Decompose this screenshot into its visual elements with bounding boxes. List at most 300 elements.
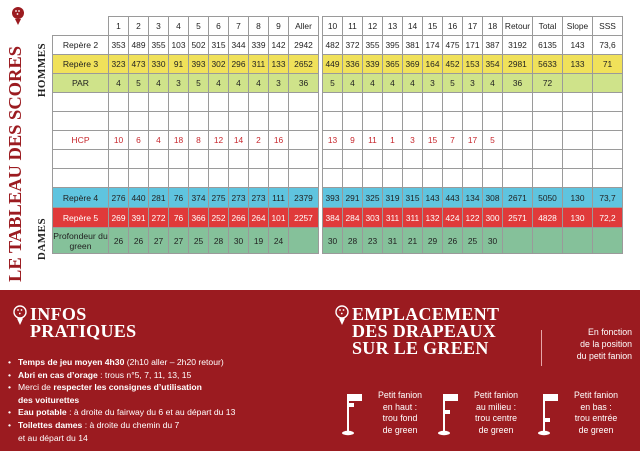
table-cell: 71 bbox=[593, 55, 623, 74]
table-cell bbox=[403, 169, 423, 188]
header-cell: 1 bbox=[109, 17, 129, 36]
table-cell bbox=[563, 112, 593, 131]
flag-text-line: trou fond bbox=[382, 413, 418, 423]
table-cell: 4 bbox=[209, 74, 229, 93]
flag-text-line: trou centre bbox=[474, 413, 518, 423]
table-cell: 5 bbox=[443, 74, 463, 93]
table-cell: 336 bbox=[343, 55, 363, 74]
table-cell bbox=[323, 93, 343, 112]
row-label: Repère 5 bbox=[53, 208, 109, 228]
flag-text-line: en bas : bbox=[580, 401, 612, 412]
table-cell: 31 bbox=[383, 228, 403, 254]
info-text: : trous n°5, 7, 11, 13, 15 bbox=[97, 369, 192, 380]
table-cell: 3 bbox=[423, 74, 443, 93]
table-cell bbox=[503, 131, 533, 150]
table-cell bbox=[169, 93, 189, 112]
score-table-body bbox=[53, 36, 623, 254]
table-cell: 4 bbox=[109, 74, 129, 93]
table-cell: 272 bbox=[149, 208, 169, 228]
table-cell bbox=[503, 93, 533, 112]
table-cell bbox=[593, 150, 623, 169]
table-row bbox=[53, 150, 623, 169]
table-cell bbox=[149, 112, 169, 131]
table-cell: 143 bbox=[563, 36, 593, 55]
flag-text-line: en haut : bbox=[382, 401, 418, 412]
table-cell bbox=[109, 150, 129, 169]
table-cell bbox=[229, 93, 249, 112]
table-cell bbox=[533, 150, 563, 169]
table-cell: 72,2 bbox=[593, 208, 623, 228]
flags-title-line1: EMPLACEMENT bbox=[352, 304, 500, 324]
table-cell: 3 bbox=[403, 131, 423, 150]
table-cell: 2571 bbox=[503, 208, 533, 228]
table-cell bbox=[169, 169, 189, 188]
info-bold: Temps de jeu moyen 4h30 bbox=[18, 357, 125, 367]
side-title-svg bbox=[2, 14, 32, 284]
info-text: Merci de bbox=[18, 382, 54, 393]
table-cell bbox=[249, 112, 269, 131]
info-text: (2h10 aller – 2h20 retour) bbox=[124, 357, 224, 367]
table-cell: 133 bbox=[269, 55, 289, 74]
table-row bbox=[53, 188, 623, 208]
table-cell bbox=[363, 169, 383, 188]
table-cell bbox=[189, 112, 209, 131]
info-bold: Eau potable bbox=[18, 407, 67, 418]
table-cell: 395 bbox=[383, 36, 403, 55]
table-cell: 5 bbox=[323, 74, 343, 93]
infos-list bbox=[8, 356, 333, 444]
table-cell bbox=[463, 169, 483, 188]
table-cell: 3 bbox=[169, 74, 189, 93]
table-cell: 276 bbox=[109, 188, 129, 208]
table-cell: 27 bbox=[169, 228, 189, 254]
table-cell: 2981 bbox=[503, 55, 533, 74]
table-cell: 133 bbox=[563, 55, 593, 74]
table-row bbox=[53, 228, 623, 254]
table-cell: 6135 bbox=[533, 36, 563, 55]
table-cell bbox=[563, 131, 593, 150]
table-cell: 2 bbox=[249, 131, 269, 150]
table-cell bbox=[149, 169, 169, 188]
table-cell: 1 bbox=[383, 131, 403, 150]
flag-middle-icon bbox=[436, 392, 460, 436]
table-cell bbox=[363, 150, 383, 169]
table-cell bbox=[109, 169, 129, 188]
table-cell: 489 bbox=[129, 36, 149, 55]
table-cell bbox=[323, 150, 343, 169]
table-cell bbox=[503, 228, 533, 254]
table-cell: 3 bbox=[269, 74, 289, 93]
table-cell: 25 bbox=[189, 228, 209, 254]
table-cell: 153 bbox=[463, 55, 483, 74]
table-cell bbox=[533, 228, 563, 254]
table-cell: 315 bbox=[209, 36, 229, 55]
table-cell: 4 bbox=[343, 74, 363, 93]
table-cell bbox=[503, 150, 533, 169]
table-cell bbox=[343, 112, 363, 131]
table-cell bbox=[483, 93, 503, 112]
table-cell bbox=[209, 112, 229, 131]
flag-text-line: de green bbox=[382, 424, 418, 435]
table-row bbox=[53, 112, 623, 131]
table-cell: 174 bbox=[423, 36, 443, 55]
table-cell bbox=[209, 93, 229, 112]
table-cell: 424 bbox=[443, 208, 463, 228]
header-cell: 5 bbox=[189, 17, 209, 36]
table-row bbox=[53, 74, 623, 93]
table-cell bbox=[383, 112, 403, 131]
row-label: Profondeur du green bbox=[53, 228, 109, 254]
table-cell: 130 bbox=[563, 188, 593, 208]
header-cell: 10 bbox=[323, 17, 343, 36]
table-row bbox=[53, 55, 623, 74]
table-cell bbox=[323, 112, 343, 131]
table-cell: 13 bbox=[323, 131, 343, 150]
table-cell bbox=[443, 150, 463, 169]
table-cell: 103 bbox=[169, 36, 189, 55]
header-cell: SSS bbox=[593, 17, 623, 36]
table-cell bbox=[129, 169, 149, 188]
header-cell: 18 bbox=[483, 17, 503, 36]
table-cell: 111 bbox=[269, 188, 289, 208]
table-cell: 122 bbox=[463, 208, 483, 228]
header-row bbox=[53, 17, 623, 36]
table-cell bbox=[423, 112, 443, 131]
table-cell bbox=[289, 150, 319, 169]
table-cell: 4 bbox=[249, 74, 269, 93]
table-cell bbox=[269, 112, 289, 131]
table-cell bbox=[289, 228, 319, 254]
table-cell bbox=[343, 150, 363, 169]
table-cell bbox=[533, 93, 563, 112]
table-cell: 73,7 bbox=[593, 188, 623, 208]
header-cell: Aller bbox=[289, 17, 319, 36]
flag-text-line: de green bbox=[478, 424, 514, 435]
table-cell bbox=[189, 150, 209, 169]
table-cell: 26 bbox=[109, 228, 129, 254]
header-cell: 14 bbox=[403, 17, 423, 36]
table-cell: 502 bbox=[189, 36, 209, 55]
list-item bbox=[8, 394, 333, 407]
table-cell bbox=[189, 169, 209, 188]
table-cell: 28 bbox=[343, 228, 363, 254]
table-cell: 273 bbox=[229, 188, 249, 208]
table-cell: 25 bbox=[463, 228, 483, 254]
header-cell: 2 bbox=[129, 17, 149, 36]
table-cell: 36 bbox=[289, 74, 319, 93]
header-cell: 11 bbox=[343, 17, 363, 36]
table-cell: 2652 bbox=[289, 55, 319, 74]
men-section-label bbox=[34, 36, 50, 104]
list-item bbox=[8, 369, 333, 382]
table-cell: 24 bbox=[269, 228, 289, 254]
golf-ball-logo-icon bbox=[6, 4, 30, 28]
table-cell: 23 bbox=[363, 228, 383, 254]
table-cell: 473 bbox=[129, 55, 149, 74]
table-cell: 311 bbox=[383, 208, 403, 228]
table-cell bbox=[403, 112, 423, 131]
infos-title-line1: INFOS bbox=[30, 304, 87, 324]
table-cell bbox=[229, 150, 249, 169]
table-cell: 8 bbox=[189, 131, 209, 150]
table-cell bbox=[443, 112, 463, 131]
table-cell bbox=[109, 112, 129, 131]
table-cell bbox=[269, 150, 289, 169]
header-cell: 9 bbox=[269, 17, 289, 36]
table-cell bbox=[249, 93, 269, 112]
table-cell bbox=[463, 93, 483, 112]
women-section-label bbox=[34, 200, 50, 278]
table-cell: 6 bbox=[129, 131, 149, 150]
table-cell: 3192 bbox=[503, 36, 533, 55]
table-cell: 7 bbox=[443, 131, 463, 150]
table-cell bbox=[209, 150, 229, 169]
header-cell: Total bbox=[533, 17, 563, 36]
table-cell: 372 bbox=[343, 36, 363, 55]
flag-item-middle bbox=[436, 390, 536, 446]
table-cell: 76 bbox=[169, 188, 189, 208]
table-cell: 264 bbox=[249, 208, 269, 228]
table-cell: 355 bbox=[149, 36, 169, 55]
info-bold: Abri en cas d’orage bbox=[18, 369, 98, 380]
table-cell: 26 bbox=[443, 228, 463, 254]
table-cell: 354 bbox=[483, 55, 503, 74]
table-cell bbox=[403, 93, 423, 112]
table-cell: 2379 bbox=[289, 188, 319, 208]
table-cell: 2671 bbox=[503, 188, 533, 208]
table-cell: 369 bbox=[403, 55, 423, 74]
row-label: Repère 3 bbox=[53, 55, 109, 74]
header-cell: 12 bbox=[363, 17, 383, 36]
table-cell: 393 bbox=[323, 188, 343, 208]
table-cell: 365 bbox=[383, 55, 403, 74]
flag-middle-text bbox=[461, 390, 531, 436]
table-cell: 266 bbox=[229, 208, 249, 228]
note-line: de la position bbox=[580, 339, 632, 349]
table-cell bbox=[423, 93, 443, 112]
table-cell bbox=[129, 150, 149, 169]
table-cell: 12 bbox=[209, 131, 229, 150]
table-cell: 4 bbox=[149, 74, 169, 93]
table-cell bbox=[209, 169, 229, 188]
table-cell: 36 bbox=[503, 74, 533, 93]
list-item bbox=[8, 356, 333, 369]
table-cell: 5 bbox=[483, 131, 503, 150]
flag-text-line: trou entrée bbox=[574, 413, 618, 423]
table-cell: 11 bbox=[363, 131, 383, 150]
table-cell: 10 bbox=[109, 131, 129, 150]
table-cell bbox=[563, 228, 593, 254]
table-cell bbox=[289, 131, 319, 150]
table-cell: 134 bbox=[463, 188, 483, 208]
table-cell: 311 bbox=[249, 55, 269, 74]
table-cell bbox=[189, 93, 209, 112]
table-row bbox=[53, 208, 623, 228]
table-cell bbox=[563, 93, 593, 112]
header-cell: 7 bbox=[229, 17, 249, 36]
divider bbox=[541, 330, 542, 366]
flag-item-low bbox=[536, 390, 636, 446]
table-cell bbox=[149, 150, 169, 169]
table-cell bbox=[383, 93, 403, 112]
header-cell: 13 bbox=[383, 17, 403, 36]
info-bold: Toilettes dames bbox=[18, 419, 83, 430]
table-cell bbox=[249, 150, 269, 169]
table-cell: 21 bbox=[403, 228, 423, 254]
table-cell: 2257 bbox=[289, 208, 319, 228]
table-cell: 300 bbox=[483, 208, 503, 228]
table-cell: 339 bbox=[363, 55, 383, 74]
table-cell bbox=[269, 169, 289, 188]
table-cell bbox=[109, 93, 129, 112]
table-cell bbox=[593, 131, 623, 150]
table-cell: 344 bbox=[229, 36, 249, 55]
table-row bbox=[53, 131, 623, 150]
table-cell: 475 bbox=[443, 36, 463, 55]
table-cell: 339 bbox=[249, 36, 269, 55]
table-cell: 4 bbox=[483, 74, 503, 93]
table-cell: 164 bbox=[423, 55, 443, 74]
table-cell: 443 bbox=[443, 188, 463, 208]
table-cell bbox=[383, 150, 403, 169]
infos-title bbox=[30, 306, 136, 340]
table-cell: 30 bbox=[229, 228, 249, 254]
side-title-text: LE TABLEAU DES SCORES bbox=[5, 59, 25, 282]
table-cell bbox=[593, 93, 623, 112]
men-label-text: HOMMES bbox=[36, 42, 48, 98]
table-cell bbox=[533, 112, 563, 131]
row-label: Repère 4 bbox=[53, 188, 109, 208]
table-cell bbox=[563, 150, 593, 169]
header-cell: 8 bbox=[249, 17, 269, 36]
table-cell bbox=[563, 74, 593, 93]
table-cell: 393 bbox=[189, 55, 209, 74]
table-cell: 4 bbox=[363, 74, 383, 93]
table-cell: 381 bbox=[403, 36, 423, 55]
table-cell: 319 bbox=[383, 188, 403, 208]
row-label: PAR bbox=[53, 74, 109, 93]
golf-ball-icon bbox=[332, 304, 352, 328]
table-cell bbox=[269, 93, 289, 112]
table-cell: 296 bbox=[229, 55, 249, 74]
table-cell: 4 bbox=[383, 74, 403, 93]
table-cell: 72 bbox=[533, 74, 563, 93]
table-cell: 19 bbox=[249, 228, 269, 254]
table-cell: 366 bbox=[189, 208, 209, 228]
table-cell bbox=[423, 150, 443, 169]
table-cell: 16 bbox=[269, 131, 289, 150]
table-cell: 17 bbox=[463, 131, 483, 150]
note-line: du petit fanion bbox=[576, 351, 632, 361]
table-cell bbox=[289, 112, 319, 131]
header-cell: Retour bbox=[503, 17, 533, 36]
flag-text-line: Petit fanion bbox=[377, 390, 422, 400]
info-text: : à droite du chemin du 7 bbox=[82, 419, 180, 430]
table-cell bbox=[343, 93, 363, 112]
flags-title bbox=[352, 306, 499, 357]
table-cell bbox=[443, 93, 463, 112]
list-item bbox=[8, 406, 333, 419]
table-cell bbox=[343, 169, 363, 188]
table-cell bbox=[593, 228, 623, 254]
header-corner bbox=[53, 17, 109, 36]
table-cell: 323 bbox=[109, 55, 129, 74]
table-cell: 384 bbox=[323, 208, 343, 228]
table-cell: 5 bbox=[189, 74, 209, 93]
table-cell: 4 bbox=[149, 131, 169, 150]
note-line: En fonction bbox=[587, 327, 632, 337]
table-cell: 143 bbox=[423, 188, 443, 208]
table-cell: 5050 bbox=[533, 188, 563, 208]
table-cell: 273 bbox=[249, 188, 269, 208]
golf-ball-icon bbox=[10, 304, 30, 328]
table-cell bbox=[593, 74, 623, 93]
side-title bbox=[2, 14, 32, 284]
table-cell bbox=[323, 169, 343, 188]
table-cell bbox=[443, 169, 463, 188]
flag-text-line: de green bbox=[578, 424, 614, 435]
table-cell: 308 bbox=[483, 188, 503, 208]
flag-low-text bbox=[561, 390, 631, 436]
table-cell bbox=[593, 169, 623, 188]
table-cell bbox=[229, 169, 249, 188]
table-cell: 28 bbox=[209, 228, 229, 254]
table-cell bbox=[483, 150, 503, 169]
women-label-text: DAMES bbox=[36, 217, 48, 261]
flag-high-text bbox=[365, 390, 435, 436]
table-cell: 440 bbox=[129, 188, 149, 208]
header-cell: 17 bbox=[463, 17, 483, 36]
header-cell: 3 bbox=[149, 17, 169, 36]
list-item bbox=[8, 381, 333, 394]
table-cell: 387 bbox=[483, 36, 503, 55]
table-cell bbox=[533, 131, 563, 150]
row-label bbox=[53, 169, 109, 188]
table-cell bbox=[129, 93, 149, 112]
table-cell bbox=[383, 169, 403, 188]
table-cell: 449 bbox=[323, 55, 343, 74]
table-row bbox=[53, 169, 623, 188]
table-cell bbox=[129, 112, 149, 131]
table-cell bbox=[483, 112, 503, 131]
table-cell: 29 bbox=[423, 228, 443, 254]
table-cell: 281 bbox=[149, 188, 169, 208]
table-cell: 302 bbox=[209, 55, 229, 74]
score-table bbox=[52, 16, 623, 254]
table-cell: 9 bbox=[343, 131, 363, 150]
table-cell bbox=[169, 150, 189, 169]
table-cell: 101 bbox=[269, 208, 289, 228]
info-bold: des voiturettes bbox=[18, 394, 80, 405]
flag-low-icon bbox=[536, 392, 560, 436]
header-cell: Slope bbox=[563, 17, 593, 36]
flag-text-line: au milieu : bbox=[475, 401, 517, 412]
table-cell: 325 bbox=[363, 188, 383, 208]
table-cell bbox=[463, 150, 483, 169]
list-item bbox=[8, 419, 333, 432]
table-cell bbox=[593, 112, 623, 131]
table-cell bbox=[249, 169, 269, 188]
flag-item-high bbox=[340, 390, 440, 446]
table-cell bbox=[169, 112, 189, 131]
table-cell bbox=[149, 93, 169, 112]
flags-title-line2: DES DRAPEAUX bbox=[352, 321, 497, 341]
table-cell: 4828 bbox=[533, 208, 563, 228]
table-cell bbox=[563, 169, 593, 188]
table-cell: 30 bbox=[483, 228, 503, 254]
table-cell: 3 bbox=[463, 74, 483, 93]
info-panel bbox=[0, 290, 640, 451]
